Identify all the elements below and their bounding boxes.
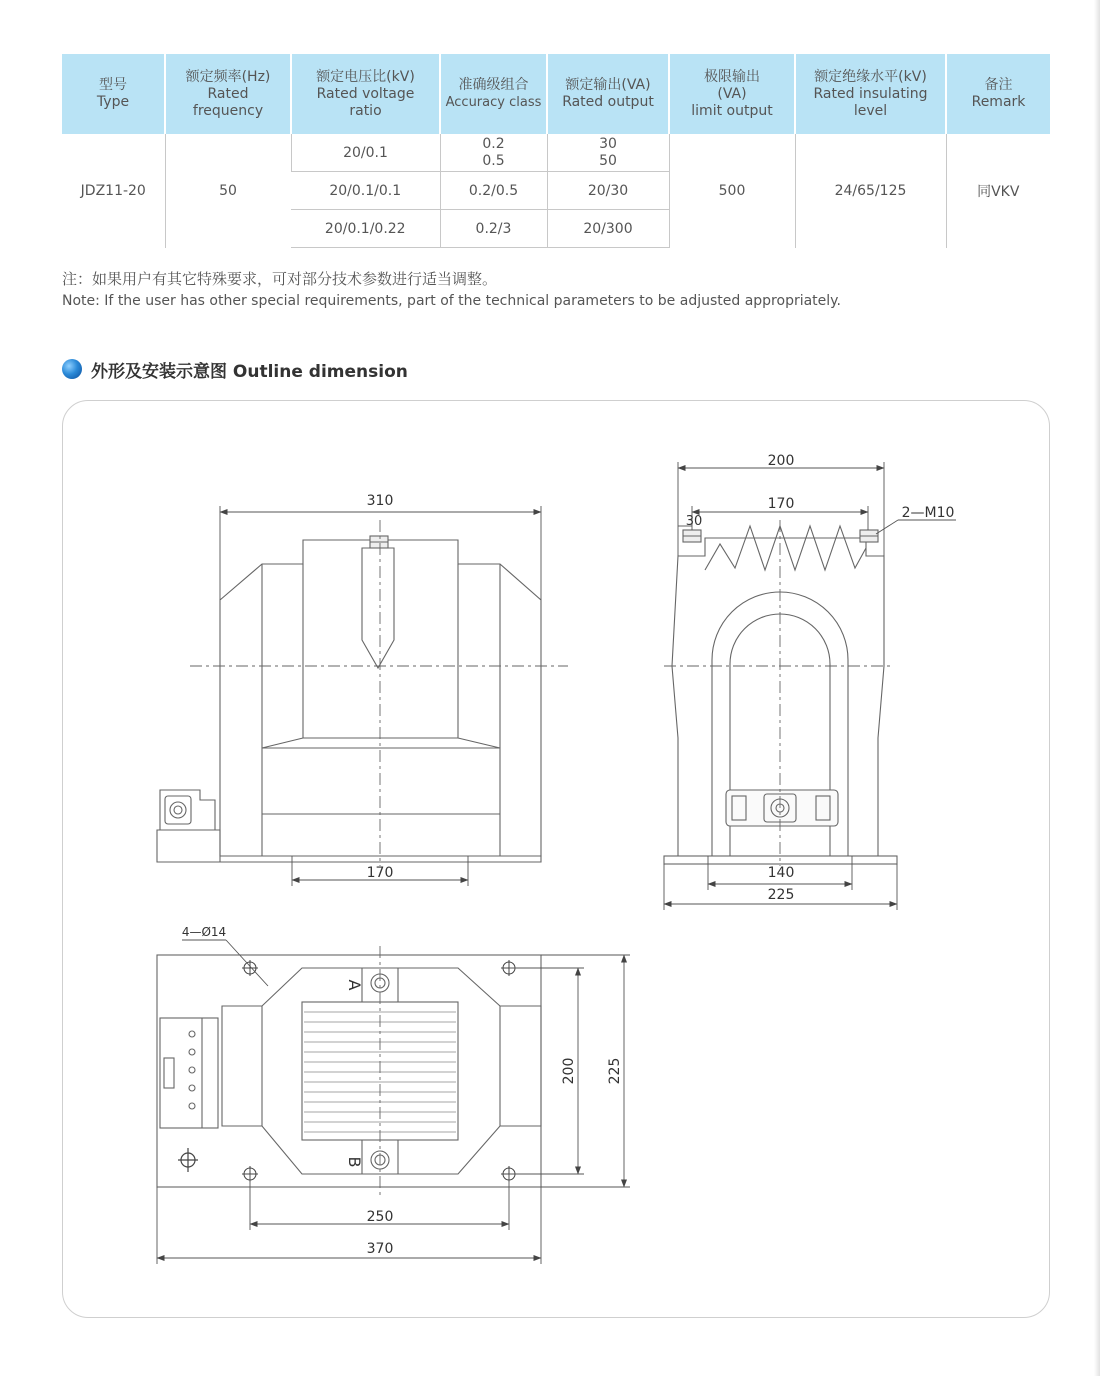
cell-model: JDZ11-20 [80,182,146,199]
header-en: Type [96,94,130,110]
header-cn: 额定电压比(kV) [316,68,415,85]
header-en: level [853,102,888,119]
header-cn: 额定输出(VA) [565,77,651,93]
label-bolt-size: 2—M10 [901,505,955,521]
front-view [157,536,541,862]
cell-output: 20/300 [547,210,669,248]
front-base-plate [157,830,541,862]
side-dimensions [664,462,956,910]
header-cn: 备注 [984,77,1013,93]
side-base-plate [664,856,897,864]
header-cn: 额定绝缘水平(kV) [814,68,927,85]
ground-symbol-icon [178,1148,198,1172]
dim-terminal-offset: 30 [685,514,703,529]
label-mounting-holes: 4—Ø14 [181,925,227,939]
header-en: (VA) [717,85,747,102]
header-en: Accuracy class [445,95,542,110]
label-terminal-b: B [345,1156,364,1168]
side-sheds [705,526,866,570]
cell-value: 0.5 [482,152,505,169]
front-body-outline [220,540,541,856]
header-en: ratio [349,102,382,119]
side-terminal-box [726,790,838,826]
cell-frequency: 50 [165,134,291,248]
header-en: Rated voltage [316,85,415,102]
dim-plan-width: 225 [607,1057,623,1085]
dim-front-base: 170 [366,865,394,881]
cell-ratio: 20/0.1/0.1 [291,172,440,210]
section-title: 外形及安装示意图 Outline dimension [91,361,408,382]
plan-core-outline [222,968,541,1174]
header-cn: 额定频率(Hz) [185,68,271,85]
label-terminal-a: A [345,979,364,991]
cell-value: 0.2 [482,135,505,152]
cell-limit-output: 500 [669,134,795,248]
dim-hole-spacing-x: 250 [366,1209,394,1225]
note-chinese: 注：如果用户有其它特殊要求，可对部分技术参数进行适当调整。 [62,270,498,288]
side-view [664,526,897,864]
dim-front-width: 310 [366,493,394,509]
header-en: Remark [971,94,1026,110]
header-en: Rated insulating [813,85,928,102]
header-cn: 极限输出 [704,68,760,85]
header-en: limit output [691,102,773,119]
cell-value: 30 [599,135,617,152]
cell-accuracy: 0.2/3 [440,210,547,248]
header-en: Rated output [562,94,654,110]
header-cn: 型号 [99,77,127,93]
dim-side-width: 200 [767,453,795,469]
header-en: Rated [207,85,249,102]
header-en: frequency [192,102,264,119]
dim-hole-spacing-y: 200 [561,1057,577,1085]
cell-value: 50 [599,152,617,169]
cell-output: 20/30 [547,172,669,210]
plan-mounting-holes [242,960,517,1182]
cell-insulation: 24/65/125 [795,134,946,248]
dim-plan-length: 370 [366,1241,394,1257]
cell-ratio: 20/0.1/0.22 [291,210,440,248]
dim-terminal-spacing: 170 [767,496,795,512]
cell-accuracy: 0.2/0.5 [440,172,547,210]
front-terminal-blade [362,548,394,668]
dim-base-width: 225 [767,887,795,903]
dim-foot-spacing: 140 [767,865,795,881]
header-cn: 准确级组合 [458,77,529,93]
note-english: Note: If the user has other special requirements, part of the technical parameters to be adjusted appropriately. [62,293,841,309]
front-dimensions [220,506,541,886]
cell-ratio: 20/0.1 [291,134,440,172]
cell-remark: 同VKV [946,134,1050,248]
